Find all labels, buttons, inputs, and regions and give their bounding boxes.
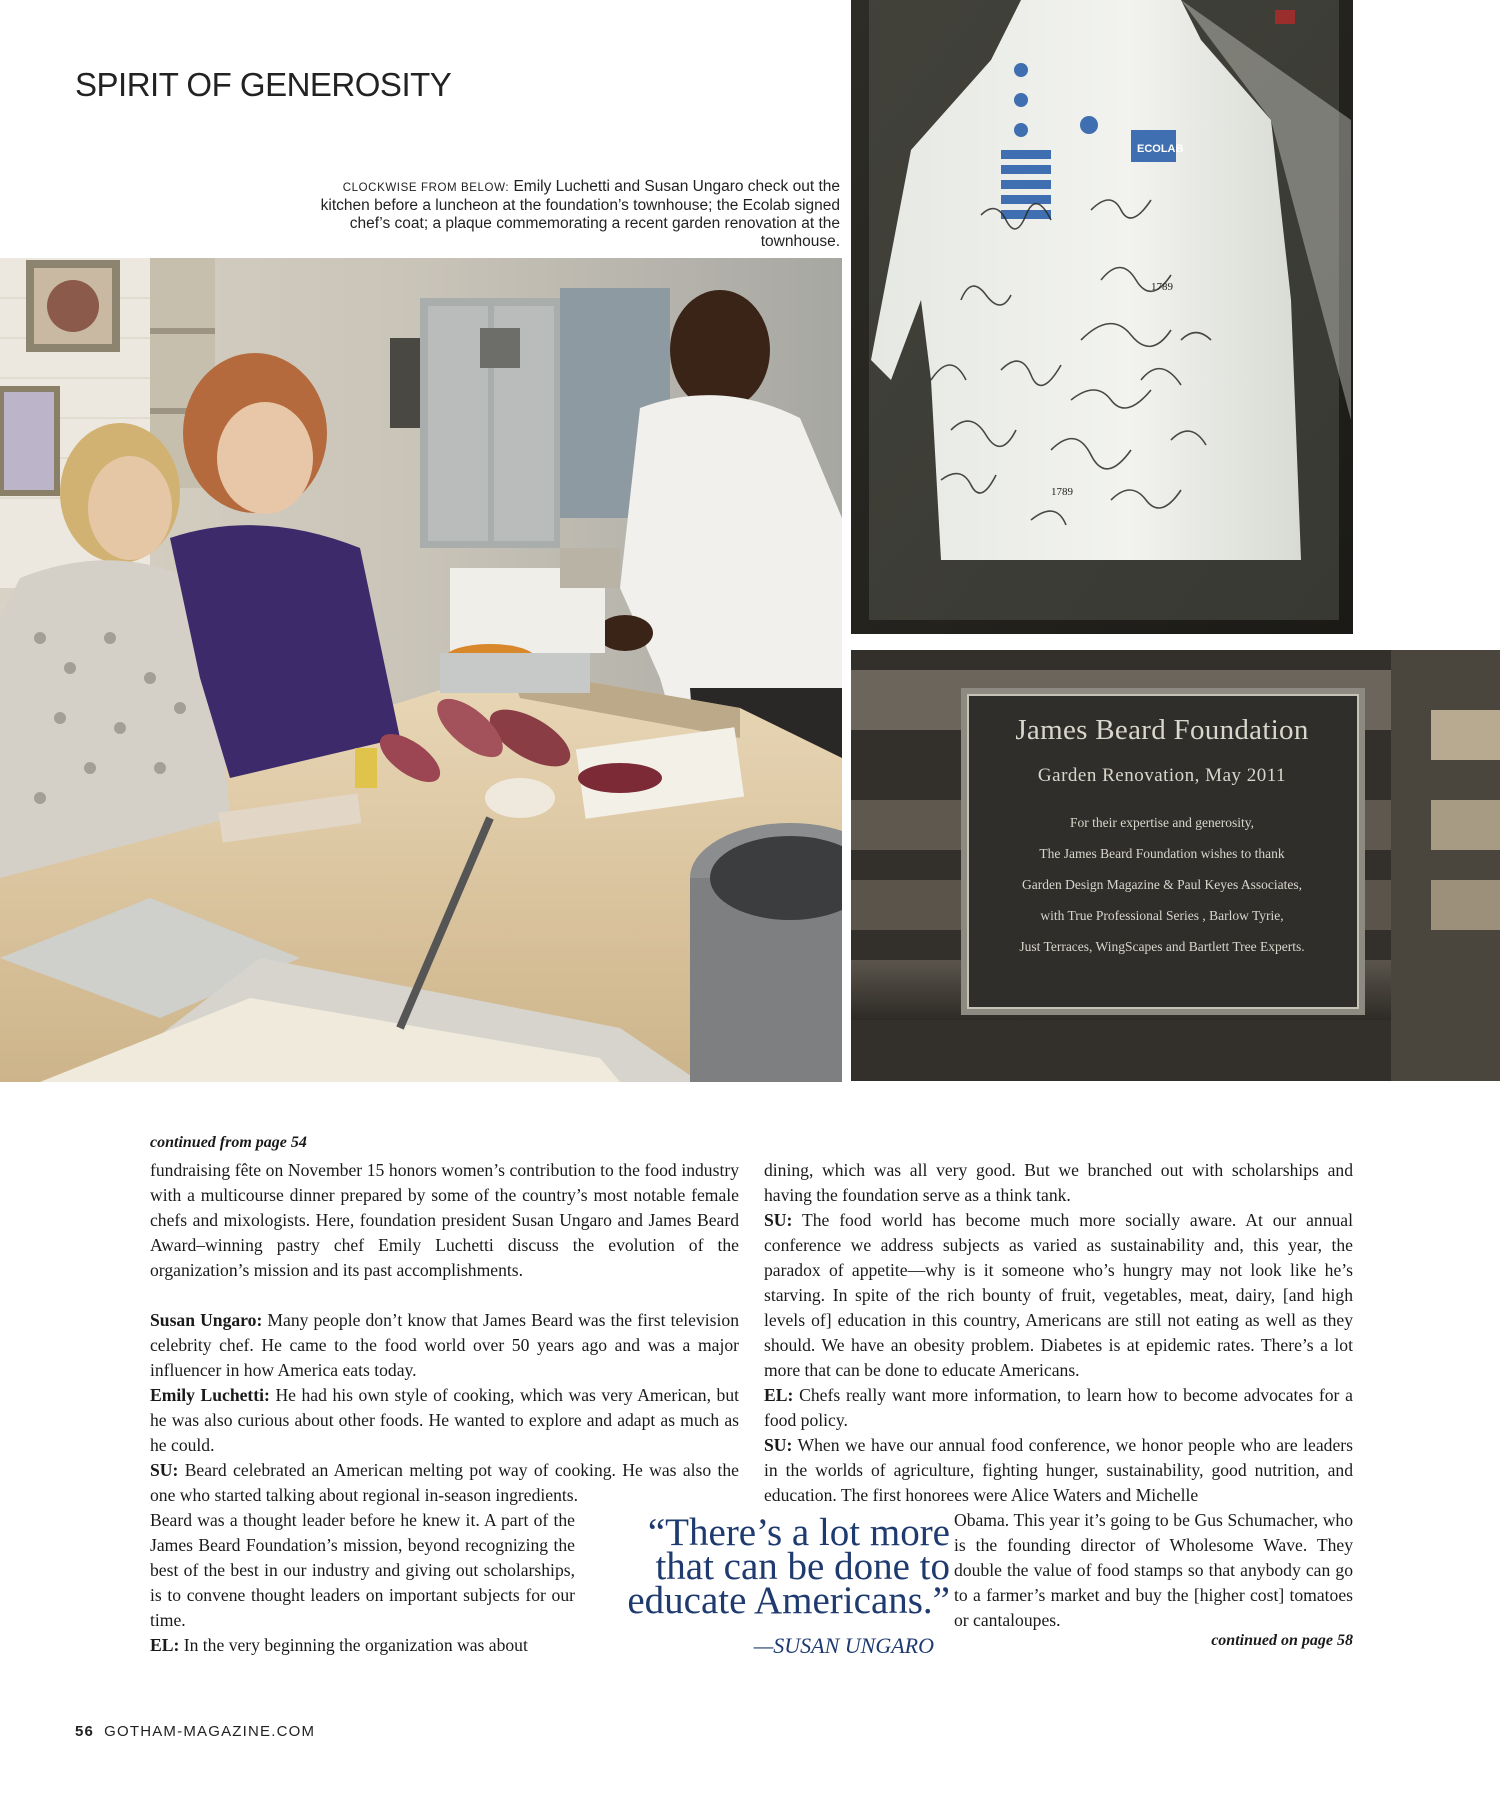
plaque-line: Garden Design Magazine & Paul Keyes Associates, bbox=[1021, 877, 1303, 892]
article-paragraph bbox=[764, 1383, 1353, 1433]
paragraph-text: Beard celebrated an American melting pot way of cooking. He was also the one who started talking about regional in-season ingredients. bbox=[150, 1460, 739, 1505]
section-title: SPIRIT OF GENEROSITY bbox=[75, 66, 452, 103]
plaque-title: James Beard Foundation bbox=[1015, 714, 1309, 746]
plaque-line: The James Beard Foundation wishes to thank bbox=[1039, 846, 1285, 861]
article-column-right bbox=[764, 1158, 1353, 1508]
speaker-label: EL: bbox=[150, 1635, 180, 1655]
plaque-photo bbox=[851, 650, 1500, 1081]
speaker-label: SU: bbox=[764, 1435, 793, 1455]
speaker-label: Emily Luchetti: bbox=[150, 1385, 270, 1405]
plaque bbox=[968, 694, 1356, 962]
continued-from: continued from page 54 bbox=[150, 1134, 307, 1151]
article-intro: fundraising fête on November 15 honors women’s contribution to the food industry with a multicourse dinner prepared by some of the country’s most notable female chefs and mixologists. Here, foundation president Susan Ungaro and James Beard Award–winning pastry chef Emily Luchetti discuss the evolution of the organization’s mission and its past accomplishments. bbox=[150, 1160, 739, 1280]
paragraph-text: dining, which was all very good. But we branched out with scholarships and having the foundation serve as a think tank. bbox=[764, 1160, 1353, 1205]
photo-caption bbox=[300, 178, 840, 251]
speaker-label: SU: bbox=[150, 1460, 179, 1480]
signature-number: 1789 bbox=[1151, 281, 1173, 293]
chef-coat-photo bbox=[851, 0, 1353, 634]
paragraph-text: The food world has become much more socially aware. At our annual conference we address subjects as varied as sustainability and, this year, the paradox of appetite—why is it someone who’s hungry may not look like he’s starving. In spite of the rich bounty of fruit, vegetables, meat, dairy, [and high levels of] education in this country, Americans are still not eating as well as they should. We have an obesity problem. Diabetes is at epidemic rates. There’s a lot more that can be done to educate Americans. bbox=[764, 1210, 1353, 1380]
article-column-left bbox=[150, 1158, 739, 1508]
article-paragraph bbox=[954, 1508, 1353, 1633]
article-paragraph bbox=[764, 1433, 1353, 1508]
article-paragraph bbox=[150, 1458, 739, 1508]
ecolab-badge: ECOLAB bbox=[1137, 143, 1184, 155]
article-paragraph bbox=[150, 1383, 739, 1458]
speaker-label: EL: bbox=[764, 1385, 794, 1405]
plaque-subtitle: Garden Renovation, May 2011 bbox=[1037, 765, 1287, 786]
paragraph-text: When we have our annual food conference, we honor people who are leaders in the worlds of agriculture, fighting hunger, sustainability, good nutrition, and education. The first honorees were Alice Waters and Michelle bbox=[764, 1435, 1353, 1505]
article-column-left-narrow bbox=[150, 1508, 575, 1658]
continued-on: continued on page 58 bbox=[1211, 1632, 1353, 1649]
plaque-line: Just Terraces, WingScapes and Bartlett Tree Experts. bbox=[1019, 939, 1305, 954]
paragraph-text: Chefs really want more information, to learn how to become advocates for a food policy. bbox=[764, 1385, 1353, 1430]
speaker-label: SU: bbox=[764, 1210, 793, 1230]
pull-quote: “There’s a lot more that can be done to educate Americans.” bbox=[627, 1511, 950, 1622]
plaque-line: with True Professional Series , Barlow Tyrie, bbox=[1040, 908, 1284, 923]
speaker-label: Susan Ungaro: bbox=[150, 1310, 263, 1330]
pull-quote-attribution: —SUSAN UNGARO bbox=[753, 1633, 934, 1658]
article-paragraph bbox=[150, 1508, 575, 1633]
page-number: 56 bbox=[75, 1723, 95, 1740]
article-paragraph bbox=[764, 1208, 1353, 1383]
page-footer bbox=[75, 1723, 315, 1740]
paragraph-text: Many people don’t know that James Beard was the first television celebrity chef. He came to the food world over 50 years ago and was a major influencer in how America eats today. bbox=[150, 1310, 739, 1380]
article-column-right-narrow bbox=[954, 1508, 1353, 1633]
article-paragraph bbox=[150, 1633, 575, 1658]
kitchen-photo bbox=[0, 258, 842, 1082]
signature-number: 1789 bbox=[1051, 486, 1073, 498]
article-paragraph bbox=[764, 1158, 1353, 1208]
paragraph-text: He had his own style of cooking, which was very American, but he was also curious about other foods. He wanted to explore and adapt as much as he could. bbox=[150, 1385, 740, 1455]
paragraph-text: Beard was a thought leader before he knew it. A part of the James Beard Foundation’s mission, beyond recognizing the best of the best in our industry and giving out scholarships, is to convene thought leaders on important subjects for our time. bbox=[150, 1510, 575, 1630]
caption-lead: CLOCKWISE FROM BELOW: bbox=[342, 182, 510, 194]
site-name: GOTHAM-MAGAZINE.COM bbox=[104, 1723, 316, 1740]
caption-text: Emily Luchetti and Susan Ungaro check out the kitchen before a luncheon at the foundation’s townhouse; the Ecolab signed chef’s coat; a plaque commemorating a recent garden renovation at the townhouse. bbox=[320, 178, 840, 250]
article-paragraph bbox=[150, 1308, 739, 1383]
paragraph-text: In the very beginning the organization was about bbox=[179, 1635, 528, 1655]
paragraph-text: Obama. This year it’s going to be Gus Schumacher, who is the founding director of Wholesome Wave. They double the value of food stamps so that anybody can go to a farmer’s market and buy the [higher cost] tomatoes or cantaloupes. bbox=[954, 1510, 1353, 1630]
plaque-line: For their expertise and generosity, bbox=[1070, 815, 1254, 830]
